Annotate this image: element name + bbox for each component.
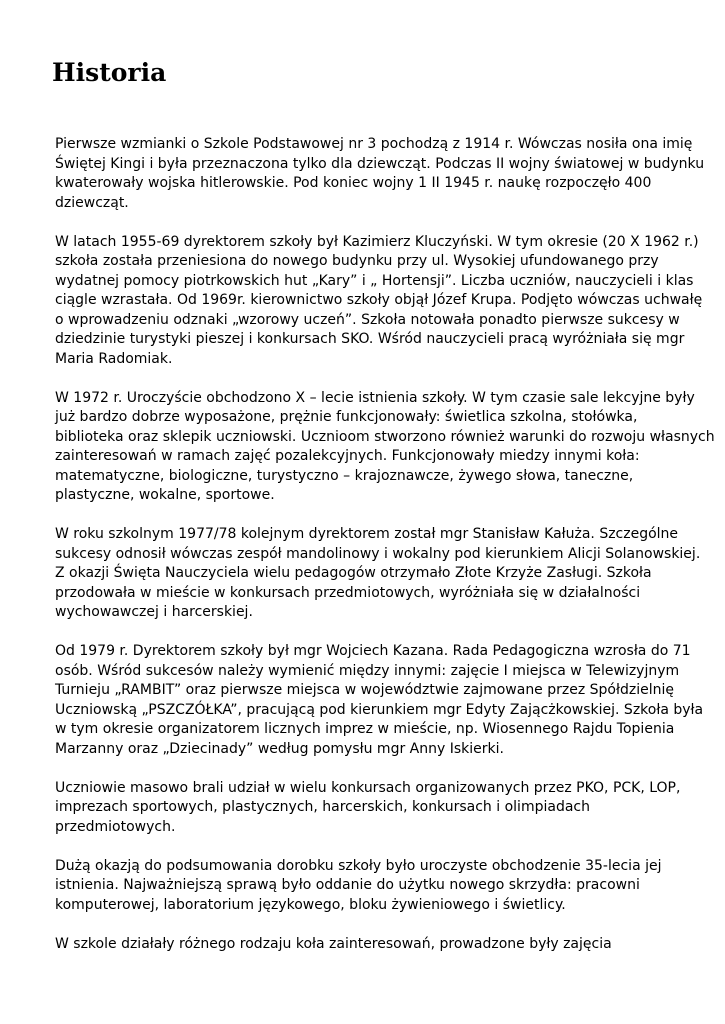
page-title: Historia (52, 58, 167, 87)
paragraph-line: Z okazji Święta Nauczyciela wielu pedagogów otrzymało Złote Krzyże Zasługi. Szkoła (55, 565, 652, 581)
paragraph-line: Dużą okazją do podsumowania dorobku szkoły było uroczyste obchodzenie 35-lecia jej (55, 857, 662, 874)
paragraph-line: istnienia. Najważniejszą sprawą było oddanie do użytku nowego skrzydła: pracowni (55, 877, 640, 893)
paragraph-line: dziedzinie turystyki pieszej i konkursach SKO. Wśród nauczycieli pracą wyróżniała się mgr (55, 331, 685, 347)
document-body (55, 135, 715, 974)
paragraph-line: W 1972 r. Uroczyście obchodzono X – lecie istnienia szkoły. W tym czasie sale lekcyjne były (55, 389, 695, 406)
paragraph-line: w tym okresie organizatorem licznych imprez w mieście, np. Wiosennego Rajdu Topienia (55, 721, 675, 737)
paragraph-line: Maria Radomiak. (55, 350, 173, 367)
paragraph-line: wychowawczej i harcerskiej. (55, 604, 253, 620)
paragraph-line: sukcesy odnosił wówczas zespół mandolinowy i wokalny pod kierunkiem Alicji Solanowskiej. (55, 545, 701, 562)
paragraph-1 (55, 135, 705, 213)
paragraph-line: kwaterowały wojska hitlerowskie. Pod koniec wojny 1 II 1945 r. naukę rozpoczęło 400 (55, 175, 652, 191)
paragraph-line: W latach 1955-69 dyrektorem szkoły był Kazimierz Kluczyński. W tym okresie (20 X 1962 r.) (55, 233, 699, 250)
paragraph-line: Świętej Kingi i była przeznaczona tylko dla dziewcząt. Podczas II wojny światowej w budynku (55, 155, 705, 172)
paragraph-line: komputerowej, laboratorium językowego, bloku żywieniowego i świetlicy. (55, 896, 566, 913)
paragraph-5 (55, 642, 704, 759)
paragraph-line: szkoła została przeniesiona do nowego budynku przy ul. Wysokiej ufundowanego przy (55, 253, 659, 269)
paragraph-2 (55, 233, 703, 370)
paragraph-4 (55, 525, 701, 623)
paragraph-line: o wprowadzeniu odznaki „wzorowy uczeń”. Szkoła notowała ponadto pierwsze sukcesy w (55, 311, 680, 328)
paragraph-line: imprezach sportowych, plastycznych, harcerskich, konkursach i olimpiadach (55, 799, 590, 815)
paragraph-line: plastyczne, wokalne, sportowe. (55, 487, 275, 503)
paragraph-line: już bardzo dobrze wyposażone, prężnie funkcjonowały: świetlica szkolna, stołówka, (55, 409, 638, 425)
paragraph-line: W szkole działały różnego rodzaju koła zainteresowań, prowadzone były zajęcia (55, 935, 612, 952)
paragraph-line: Turnieju „RAMBIT” oraz pierwsze miejsca w województwie zajmowane przez Spółdzielnię (55, 682, 674, 698)
paragraph-line: Uczniowską „PSZCZÓŁKA”, pracującą pod kierunkiem mgr Edyty Zającżkowskiej. Szkoła była (55, 701, 704, 718)
paragraph-line: W roku szkolnym 1977/78 kolejnym dyrektorem został mgr Stanisław Kałuża. Szczególne (55, 526, 679, 542)
paragraph-line: osób. Wśród sukcesów należy wymienić między innymi: zajęcie I miejsca w Telewizyjnym (55, 662, 680, 679)
paragraph-3 (55, 389, 715, 506)
paragraph-line: przedmiotowych. (55, 818, 176, 835)
paragraph-line: Od 1979 r. Dyrektorem szkoły był mgr Wojciech Kazana. Rada Pedagogiczna wzrosła do 71 (55, 643, 691, 659)
paragraph-line: Uczniowie masowo brali udział w wielu konkursach organizowanych przez PKO, PCK, LOP, (55, 779, 681, 796)
paragraph-line: Pierwsze wzmianki o Szkole Podstawowej nr 3 pochodzą z 1914 r. Wówczas nosiła ona imię (55, 136, 693, 152)
paragraph-line: biblioteka oraz sklepik uczniowski. Ucznioom stworzono również warunki do rozwoju własnych (55, 428, 715, 445)
paragraph-line: Marzanny oraz „Dziecinady” według pomysłu mgr Anny Iskierki. (55, 740, 504, 757)
paragraph-6 (55, 779, 681, 838)
paragraph-line: matematyczne, biologiczne, turystyczno – krajoznawcze, żywego słowa, taneczne, (55, 467, 634, 484)
paragraph-line: ciągle wzrastała. Od 1969r. kierownictwo szkoły objął Józef Krupa. Podjęto wówczas uchwałę (55, 292, 703, 308)
paragraph-line: dziewcząt. (55, 194, 129, 211)
paragraph-7 (55, 857, 675, 916)
paragraph-8 (55, 935, 675, 955)
paragraph-line: zainteresowań w ramach zajęć pozalekcyjnych. Funkcjonowały miedzy innymi koła: (55, 448, 640, 464)
paragraph-line: przodowała w mieście w konkursach przedmiotowych, wyróżniała się w działalności (55, 584, 641, 601)
paragraph-line: wydatnej pomocy piotrkowskich hut „Kary” i „ Hortensji”. Liczba uczniów, nauczycieli i klas (55, 272, 694, 289)
